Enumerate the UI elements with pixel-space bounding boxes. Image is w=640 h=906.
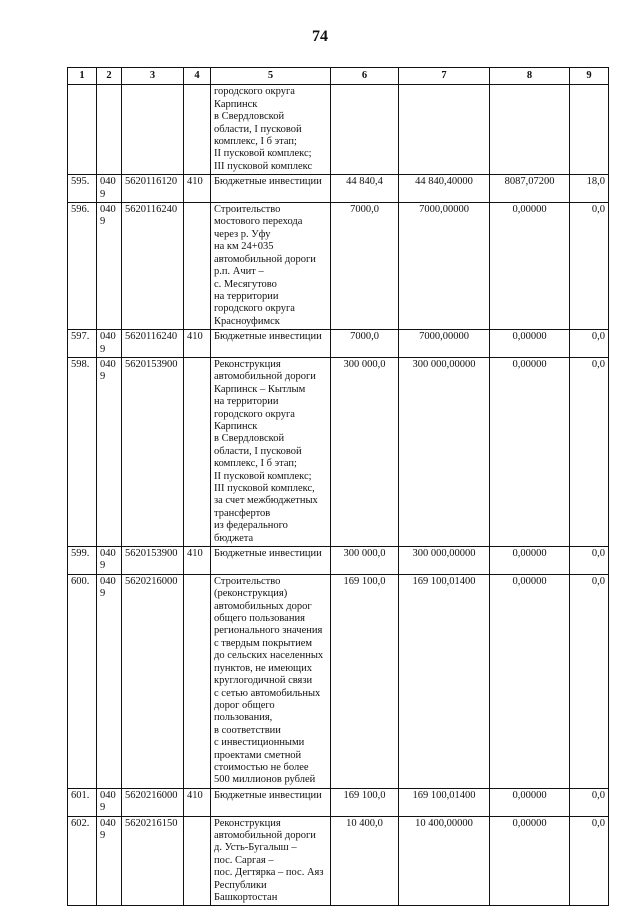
amount-col7: 7000,00000 <box>399 203 490 330</box>
item-name-line: Реконструкция <box>214 358 281 370</box>
item-name-line: на территории <box>214 396 279 408</box>
item-name-line: автомобильных дорог <box>214 600 312 612</box>
item-name <box>211 547 331 575</box>
item-name-line: городского округа <box>214 86 295 98</box>
item-name-line: д. Усть-Бугалыш – <box>214 842 297 854</box>
item-name-line: области, I пусковой <box>214 445 302 457</box>
row-number: 595. <box>68 175 97 203</box>
table-row <box>68 816 609 906</box>
amount-col7: 10 400,00000 <box>399 816 490 906</box>
item-name <box>211 330 331 358</box>
amount-col9: 0,0 <box>570 330 609 358</box>
section-code: 0409 <box>97 816 122 906</box>
item-name-line: в Свердловской <box>214 111 285 123</box>
amount-col8: 0,00000 <box>490 574 570 788</box>
amount-col8: 0,00000 <box>490 816 570 906</box>
row-number: 596. <box>68 203 97 330</box>
row-number: 601. <box>68 788 97 816</box>
item-name-line: автомобильной дороги <box>214 371 316 383</box>
table-row <box>68 330 609 358</box>
amount-col8: 0,00000 <box>490 203 570 330</box>
section-code: 0409 <box>97 330 122 358</box>
item-name-line: до сельских населенных <box>214 650 324 662</box>
amount-col9: 0,0 <box>570 788 609 816</box>
item-name-line: с. Месягутово <box>214 278 277 290</box>
item-name-line: Карпинск <box>214 98 258 110</box>
expense-type: 410 <box>184 330 211 358</box>
amount-col6: 10 400,0 <box>331 816 399 906</box>
table-row <box>68 175 609 203</box>
amount-col9: 0,0 <box>570 547 609 575</box>
table-row <box>68 85 609 175</box>
amount-col6: 44 840,4 <box>331 175 399 203</box>
item-name-line: дорог общего <box>214 699 275 711</box>
expense-type <box>184 357 211 546</box>
item-name-line: пользования, <box>214 712 273 724</box>
amount-col9: 0,0 <box>570 816 609 906</box>
amount-col9: 0,0 <box>570 203 609 330</box>
item-name-line: III пусковой комплекс, <box>214 483 315 494</box>
item-name <box>211 816 331 906</box>
target-code: 5620216150 <box>122 816 184 906</box>
table-row <box>68 788 609 816</box>
target-code: 5620216000 <box>122 788 184 816</box>
row-number <box>68 85 97 175</box>
amount-col8: 0,00000 <box>490 357 570 546</box>
amount-col6: 300 000,0 <box>331 357 399 546</box>
expense-type: 410 <box>184 175 211 203</box>
section-code: 0409 <box>97 203 122 330</box>
item-name-line: за счет межбюджетных <box>214 495 318 507</box>
item-name-line: автомобильной дороги <box>214 253 316 265</box>
amount-col6: 7000,0 <box>331 203 399 330</box>
item-name-line: Бюджетные инвестиции <box>214 548 322 560</box>
column-header-6: 6 <box>331 68 399 85</box>
item-name-line: Карпинск <box>214 420 258 432</box>
table-row <box>68 547 609 575</box>
header-row <box>68 68 609 85</box>
table-row <box>68 574 609 788</box>
item-name <box>211 175 331 203</box>
target-code: 5620116240 <box>122 330 184 358</box>
target-code: 5620116240 <box>122 203 184 330</box>
amount-col6: 7000,0 <box>331 330 399 358</box>
expense-type <box>184 85 211 175</box>
item-name-line: Бюджетные инвестиции <box>214 331 322 343</box>
item-name-line: II пусковой комплекс; <box>214 148 312 160</box>
item-name-line: в Свердловской <box>214 433 285 445</box>
amount-col8: 0,00000 <box>490 788 570 816</box>
row-number: 600. <box>68 574 97 788</box>
amount-col6 <box>331 85 399 175</box>
table-body <box>68 85 609 906</box>
column-header-5: 5 <box>211 68 331 85</box>
item-name-line: через р. Уфу <box>214 228 271 240</box>
amount-col9: 18,0 <box>570 175 609 203</box>
item-name-line: с твердым покрытием <box>214 637 312 649</box>
budget-table <box>67 67 609 906</box>
amount-col7: 169 100,01400 <box>399 788 490 816</box>
item-name <box>211 788 331 816</box>
item-name-line: Башкортостан <box>214 892 278 903</box>
item-name-line: комплекс, I б этап; <box>214 136 297 148</box>
item-name-line: пунктов, не имеющих <box>214 662 312 674</box>
item-name <box>211 357 331 546</box>
amount-col9 <box>570 85 609 175</box>
item-name-line: III пусковой комплекс <box>214 160 313 172</box>
page-number: 74 <box>312 28 328 45</box>
amount-col7: 300 000,00000 <box>399 547 490 575</box>
section-code: 0409 <box>97 175 122 203</box>
section-code: 0409 <box>97 788 122 816</box>
item-name-line: городского округа <box>214 303 295 315</box>
row-number: 597. <box>68 330 97 358</box>
section-code <box>97 85 122 175</box>
column-header-4: 4 <box>184 68 211 85</box>
target-code: 5620153900 <box>122 547 184 575</box>
item-name-line: Бюджетные инвестиции <box>214 176 322 188</box>
item-name-line: на км 24+035 <box>214 241 274 253</box>
target-code <box>122 85 184 175</box>
column-header-7: 7 <box>399 68 490 85</box>
column-header-8: 8 <box>490 68 570 85</box>
amount-col6: 169 100,0 <box>331 788 399 816</box>
item-name-line: пос. Саргая – <box>214 854 274 866</box>
item-name-line: Красноуфимск <box>214 315 280 327</box>
item-name-line: регионального значения <box>214 625 323 637</box>
section-code: 0409 <box>97 357 122 546</box>
item-name <box>211 203 331 330</box>
item-name-line: бюджета <box>214 532 254 544</box>
amount-col7: 300 000,00000 <box>399 357 490 546</box>
column-header-9: 9 <box>570 68 609 85</box>
item-name-line: автомобильной дороги <box>214 829 316 841</box>
row-number: 598. <box>68 357 97 546</box>
amount-col9: 0,0 <box>570 357 609 546</box>
amount-col7 <box>399 85 490 175</box>
row-number: 599. <box>68 547 97 575</box>
item-name-line: Карпинск – Кытлым <box>214 383 306 395</box>
section-code: 0409 <box>97 547 122 575</box>
item-name-line: области, I пусковой <box>214 123 302 135</box>
item-name-line: в соответствии <box>214 724 281 736</box>
item-name-line: с инвестиционными <box>214 737 305 749</box>
amount-col6: 300 000,0 <box>331 547 399 575</box>
item-name-line: Строительство <box>214 204 281 216</box>
item-name-line: пос. Дегтярка – пос. Аяз <box>214 867 324 879</box>
expense-type <box>184 203 211 330</box>
item-name-line: стоимостью не более <box>214 761 309 773</box>
item-name-line: р.п. Ачит – <box>214 266 264 278</box>
item-name-line: круглогодичной связи <box>214 675 313 687</box>
item-name-line: с сетью автомобильных <box>214 687 321 699</box>
amount-col9: 0,0 <box>570 574 609 788</box>
item-name-line: трансфертов <box>214 507 271 519</box>
amount-col7: 169 100,01400 <box>399 574 490 788</box>
item-name-line: городского округа <box>214 408 295 420</box>
column-header-2: 2 <box>97 68 122 85</box>
amount-col7: 44 840,40000 <box>399 175 490 203</box>
item-name-line: комплекс, I б этап; <box>214 458 297 470</box>
item-name-line: II пусковой комплекс; <box>214 470 312 482</box>
section-code: 0409 <box>97 574 122 788</box>
expense-type <box>184 574 211 788</box>
item-name-line: Республики <box>214 879 267 891</box>
target-code: 5620116120 <box>122 175 184 203</box>
table-row <box>68 357 609 546</box>
item-name-line: Реконструкция <box>214 817 281 829</box>
table-row <box>68 203 609 330</box>
item-name-line: общего пользования <box>214 613 305 625</box>
expense-type <box>184 816 211 906</box>
amount-col8: 0,00000 <box>490 330 570 358</box>
item-name-line: (реконструкция) <box>214 588 288 600</box>
target-code: 5620153900 <box>122 357 184 546</box>
item-name-line: Бюджетные инвестиции <box>214 789 322 801</box>
item-name-line: проектами сметной <box>214 749 302 761</box>
amount-col6: 169 100,0 <box>331 574 399 788</box>
item-name-line: Строительство <box>214 575 281 587</box>
item-name-line: из федерального <box>214 520 288 532</box>
amount-col8: 0,00000 <box>490 547 570 575</box>
item-name-line: мостового перехода <box>214 216 303 228</box>
amount-col8: 8087,07200 <box>490 175 570 203</box>
item-name <box>211 574 331 788</box>
target-code: 5620216000 <box>122 574 184 788</box>
row-number: 602. <box>68 816 97 906</box>
item-name-line: 500 миллионов рублей <box>214 774 316 786</box>
expense-type: 410 <box>184 788 211 816</box>
column-header-3: 3 <box>122 68 184 85</box>
item-name <box>211 85 331 175</box>
amount-col8 <box>490 85 570 175</box>
column-header-1: 1 <box>68 68 97 85</box>
expense-type: 410 <box>184 547 211 575</box>
item-name-line: на территории <box>214 290 279 302</box>
amount-col7: 7000,00000 <box>399 330 490 358</box>
